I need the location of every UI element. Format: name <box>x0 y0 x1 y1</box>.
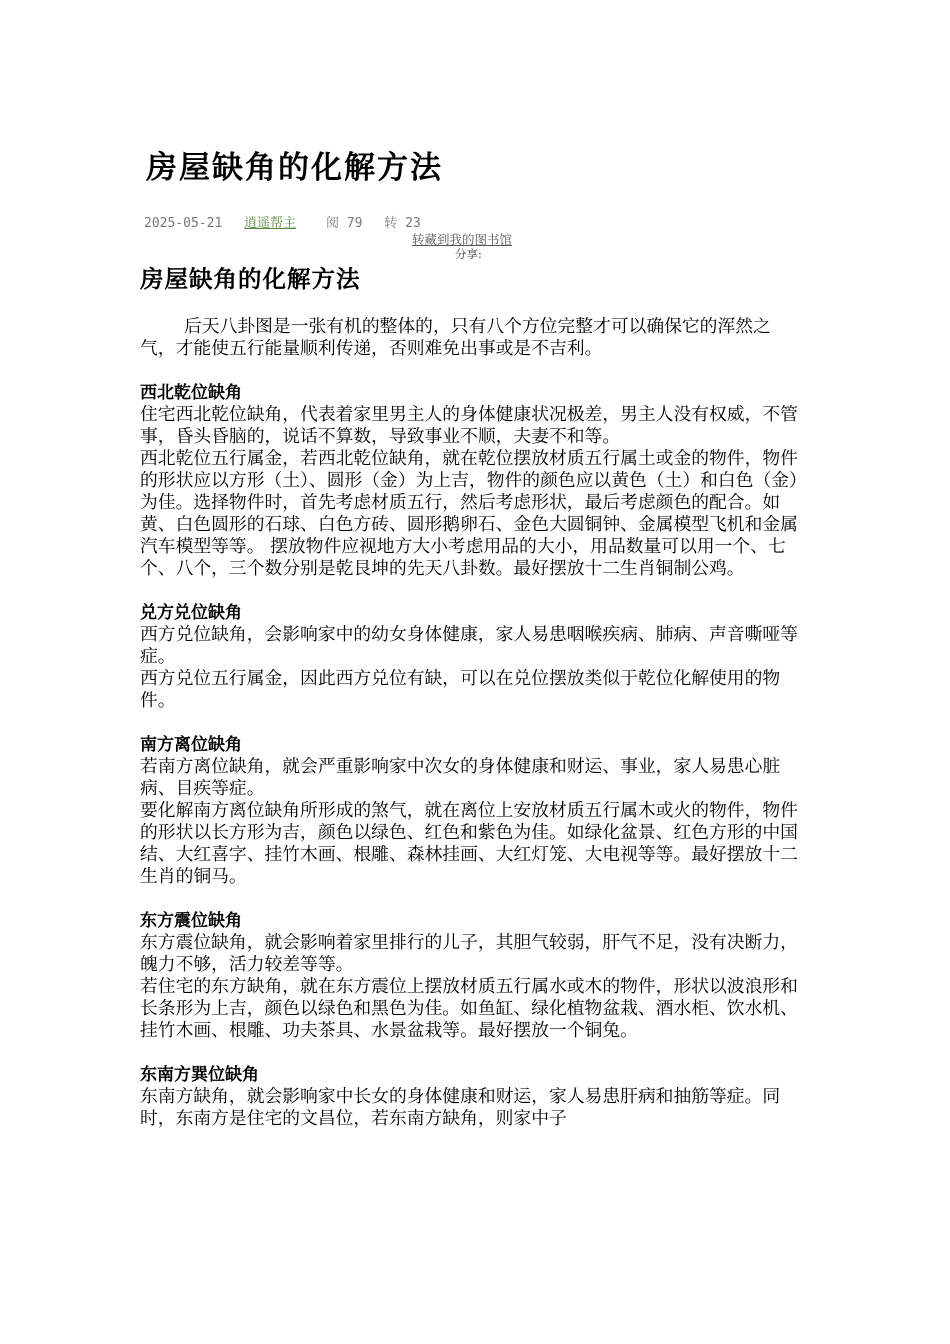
article-body <box>140 262 805 1152</box>
article-title: 房屋缺角的化解方法 <box>140 265 361 293</box>
section-heading: 西北乾位缺角 <box>140 383 242 403</box>
author-link[interactable]: 逍遥帮主 <box>244 216 297 231</box>
publish-date: 2025-05-21 <box>144 216 223 231</box>
section-southeast <box>140 1064 805 1130</box>
section-south <box>140 734 805 888</box>
section-heading: 东南方巽位缺角 <box>140 1065 259 1085</box>
section-paragraph: 西方兑位缺角，会影响家中的幼女身体健康，家人易患咽喉疾病、肺病、声音嘶哑等症。 <box>140 624 798 667</box>
section-paragraph: 东南方缺角，就会影响家中长女的身体健康和财运，家人易患肝病和抽筋等症。同时，东南方是住宅的文昌位，若东南方缺角，则家中子 <box>140 1086 781 1129</box>
section-paragraph: 西方兑位五行属金，因此西方兑位有缺，可以在兑位摆放类似于乾位化解使用的物件。 <box>140 668 781 711</box>
section-east <box>140 910 805 1042</box>
save-to-library-link[interactable]: 转藏到我的图书馆 <box>412 232 513 247</box>
read-count: 阅 79 <box>325 216 363 231</box>
section-northwest <box>140 382 805 580</box>
section-heading: 南方离位缺角 <box>140 735 242 755</box>
section-paragraph: 若南方离位缺角，就会严重影响家中次女的身体健康和财运、事业，家人易患心脏病、目疾等症。 <box>140 756 781 799</box>
section-heading: 东方震位缺角 <box>140 911 242 931</box>
repost-count: 转 23 <box>384 216 421 231</box>
section-west <box>140 602 805 712</box>
section-paragraph: 若住宅的东方缺角，就在东方震位上摆放材质五行属水或木的物件，形状以波浪形和长条形为上吉，颜色以绿色和黑色为佳。如鱼缸、绿化植物盆栽、酒水柜、饮水机、挂竹木画、根雕、功夫茶具、水景盆栽等。最好摆放一个铜兔。 <box>140 976 798 1041</box>
section-heading: 兑方兑位缺角 <box>140 603 242 623</box>
article-meta <box>144 214 435 234</box>
section-paragraph: 西北乾位五行属金，若西北乾位缺角，就在乾位摆放材质五行属土或金的物件，物件的形状应以方形（土）、圆形（金）为上吉，物件的颜色应以黄色（土）和白色（金）为佳。选择物件时，首先考虑材质五行，然后考虑形状，最后考虑颜色的配合。如黄、白色圆形的石球、白色方砖、圆形鹅卵石、金色大圆铜钟、金属模型飞机和金属汽车模型等等。 摆放物件应视地方大小考虑用品的大小，用品数量可以用一个、七个、八个，三个数分别是乾艮坤的先天八卦数。最好摆放十二生肖铜制公鸡。 <box>140 448 798 579</box>
page-title: 房屋缺角的化解方法 <box>146 150 443 186</box>
section-paragraph: 东方震位缺角，就会影响着家里排行的儿子，其胆气较弱，肝气不足，没有决断力，魄力不够，活力较差等等。 <box>140 932 798 975</box>
share-label: 分享: <box>455 247 482 261</box>
section-paragraph: 住宅西北乾位缺角，代表着家里男主人的身体健康状况极差，男主人没有权威，不管事，昏头昏脑的，说话不算数，导致事业不顺，夫妻不和等。 <box>140 404 798 447</box>
intro-paragraph: 后天八卦图是一张有机的整体的，只有八个方位完整才可以确保它的浑然之气，才能使五行能量顺利传递，否则难免出事或是不吉利。 <box>140 316 771 359</box>
section-paragraph: 要化解南方离位缺角所形成的煞气，就在离位上安放材质五行属木或火的物件，物件的形状以长方形为吉，颜色以绿色、红色和紫色为佳。如绿化盆景、红色方形的中国结、大红喜字、挂竹木画、根雕、森林挂画、大红灯笼、大电视等等。最好摆放十二生肖的铜马。 <box>140 800 798 887</box>
